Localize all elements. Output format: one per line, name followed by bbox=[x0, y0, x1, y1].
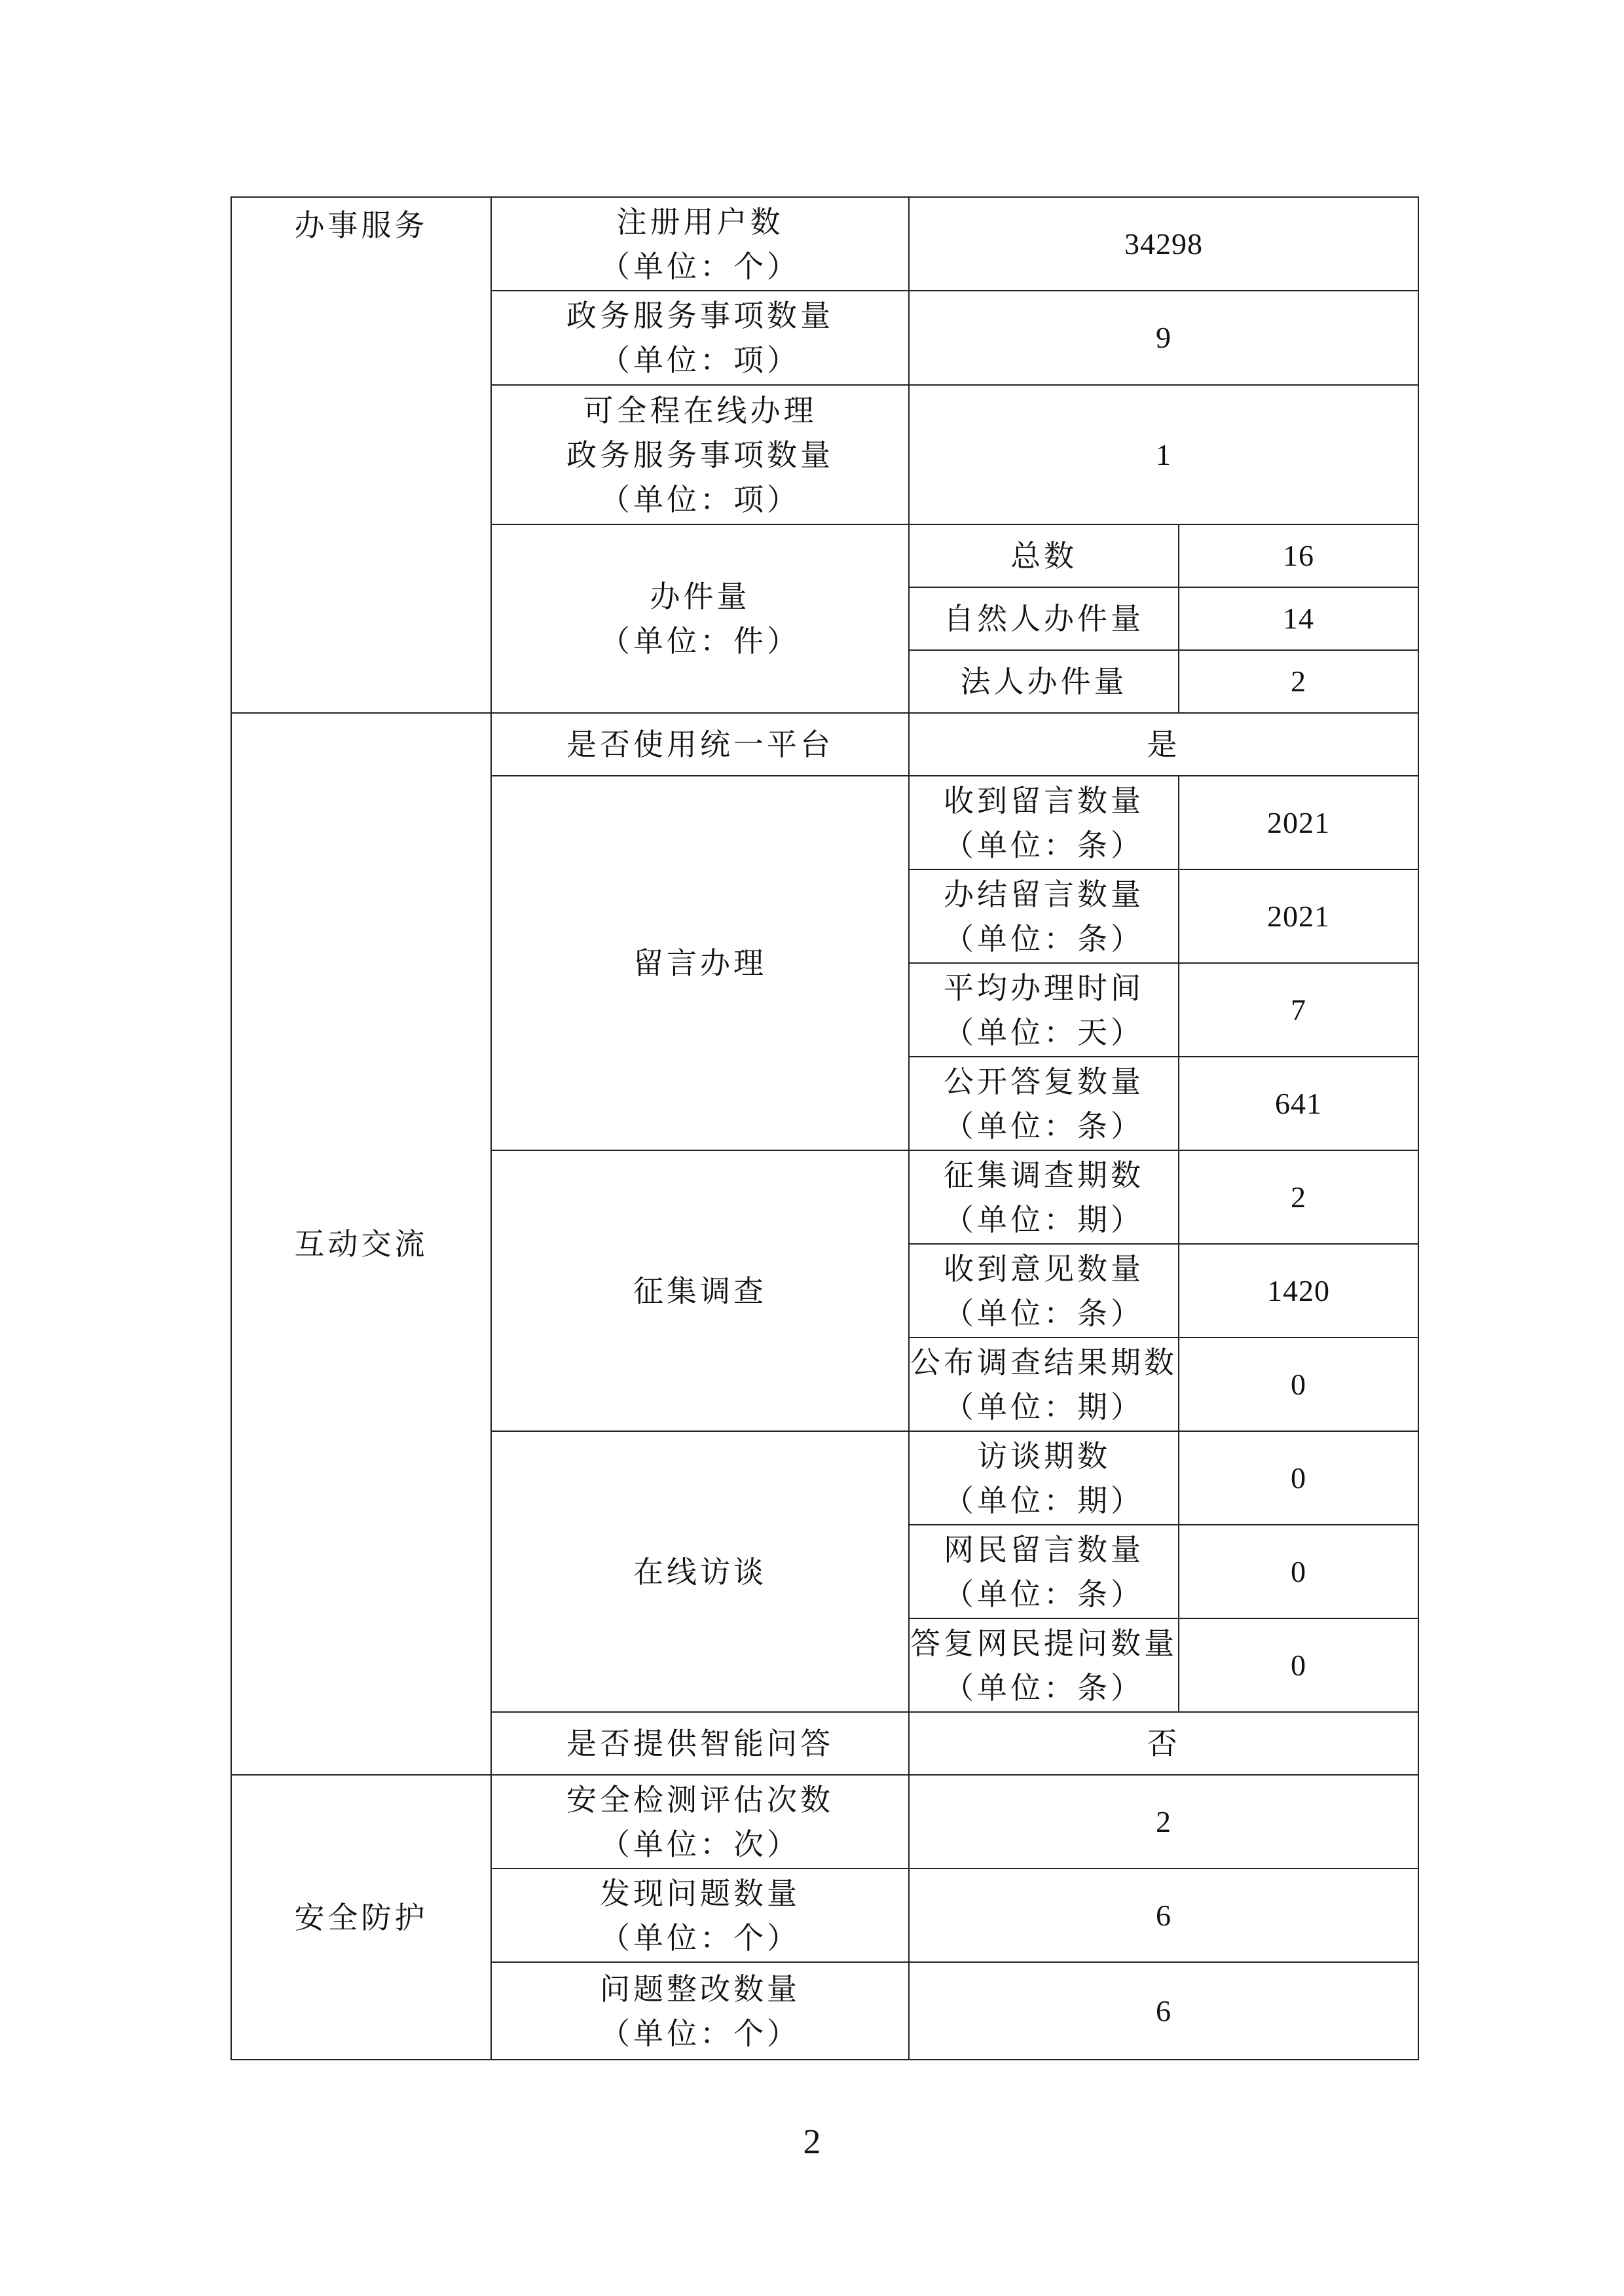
section-hudong-title: 互动交流 bbox=[231, 713, 491, 1775]
msg-received-label: 收到留言数量 （单位：条） bbox=[909, 776, 1179, 869]
security-fixed-label: 问题整改数量 （单位：个） bbox=[491, 1962, 909, 2060]
smart-qa-value: 否 bbox=[909, 1712, 1418, 1775]
security-issues-value: 6 bbox=[909, 1868, 1418, 1962]
survey-periods-value: 2 bbox=[1179, 1150, 1418, 1244]
msg-avg-time-label: 平均办理时间 （单位：天） bbox=[909, 963, 1179, 1057]
interview-netizen-msgs-value: 0 bbox=[1179, 1525, 1418, 1618]
section-banshi-title: 办事服务 bbox=[231, 197, 491, 713]
interview-label: 在线访谈 bbox=[491, 1431, 909, 1712]
reg-users-value: 34298 bbox=[909, 197, 1418, 291]
msg-received-value: 2021 bbox=[1179, 776, 1418, 869]
interview-answers-label: 答复网民提问数量 （单位：条） bbox=[909, 1618, 1179, 1712]
interview-periods-value: 0 bbox=[1179, 1431, 1418, 1525]
security-checks-value: 2 bbox=[909, 1775, 1418, 1868]
messages-label: 留言办理 bbox=[491, 776, 909, 1150]
msg-avg-time-value: 7 bbox=[1179, 963, 1418, 1057]
interview-periods-label: 访谈期数 （单位：期） bbox=[909, 1431, 1179, 1525]
cases-total-label: 总数 bbox=[909, 524, 1179, 587]
cases-label: 办件量 （单位：件） bbox=[491, 524, 909, 713]
survey-published-label: 公布调查结果期数 （单位：期） bbox=[909, 1338, 1179, 1431]
unified-platform-value: 是 bbox=[909, 713, 1418, 776]
survey-periods-label: 征集调查期数 （单位：期） bbox=[909, 1150, 1179, 1244]
items-value: 9 bbox=[909, 291, 1418, 385]
msg-done-value: 2021 bbox=[1179, 869, 1418, 963]
security-fixed-value: 6 bbox=[909, 1962, 1418, 2060]
survey-label: 征集调查 bbox=[491, 1150, 909, 1431]
cases-total-value: 16 bbox=[1179, 524, 1418, 587]
msg-public-reply-value: 641 bbox=[1179, 1057, 1418, 1150]
security-checks-label: 安全检测评估次数 （单位：次） bbox=[491, 1775, 909, 1868]
cases-natural-value: 14 bbox=[1179, 587, 1418, 650]
survey-opinions-value: 1420 bbox=[1179, 1244, 1418, 1338]
security-issues-label: 发现问题数量 （单位：个） bbox=[491, 1868, 909, 1962]
page-number: 2 bbox=[803, 2122, 821, 2161]
msg-done-label: 办结留言数量 （单位：条） bbox=[909, 869, 1179, 963]
msg-public-reply-label: 公开答复数量 （单位：条） bbox=[909, 1057, 1179, 1150]
survey-opinions-label: 收到意见数量 （单位：条） bbox=[909, 1244, 1179, 1338]
cases-legal-value: 2 bbox=[1179, 650, 1418, 713]
online-items-value: 1 bbox=[909, 385, 1418, 524]
cases-legal-label: 法人办件量 bbox=[909, 650, 1179, 713]
items-label: 政务服务事项数量 （单位：项） bbox=[491, 291, 909, 385]
cases-natural-label: 自然人办件量 bbox=[909, 587, 1179, 650]
report-table bbox=[231, 196, 1419, 2060]
section-anquan-title: 安全防护 bbox=[231, 1775, 491, 2060]
unified-platform-label: 是否使用统一平台 bbox=[491, 713, 909, 776]
survey-published-value: 0 bbox=[1179, 1338, 1418, 1431]
reg-users-label: 注册用户数 （单位：个） bbox=[491, 197, 909, 291]
interview-answers-value: 0 bbox=[1179, 1618, 1418, 1712]
smart-qa-label: 是否提供智能问答 bbox=[491, 1712, 909, 1775]
online-items-label: 可全程在线办理 政务服务事项数量 （单位：项） bbox=[491, 385, 909, 524]
interview-netizen-msgs-label: 网民留言数量 （单位：条） bbox=[909, 1525, 1179, 1618]
